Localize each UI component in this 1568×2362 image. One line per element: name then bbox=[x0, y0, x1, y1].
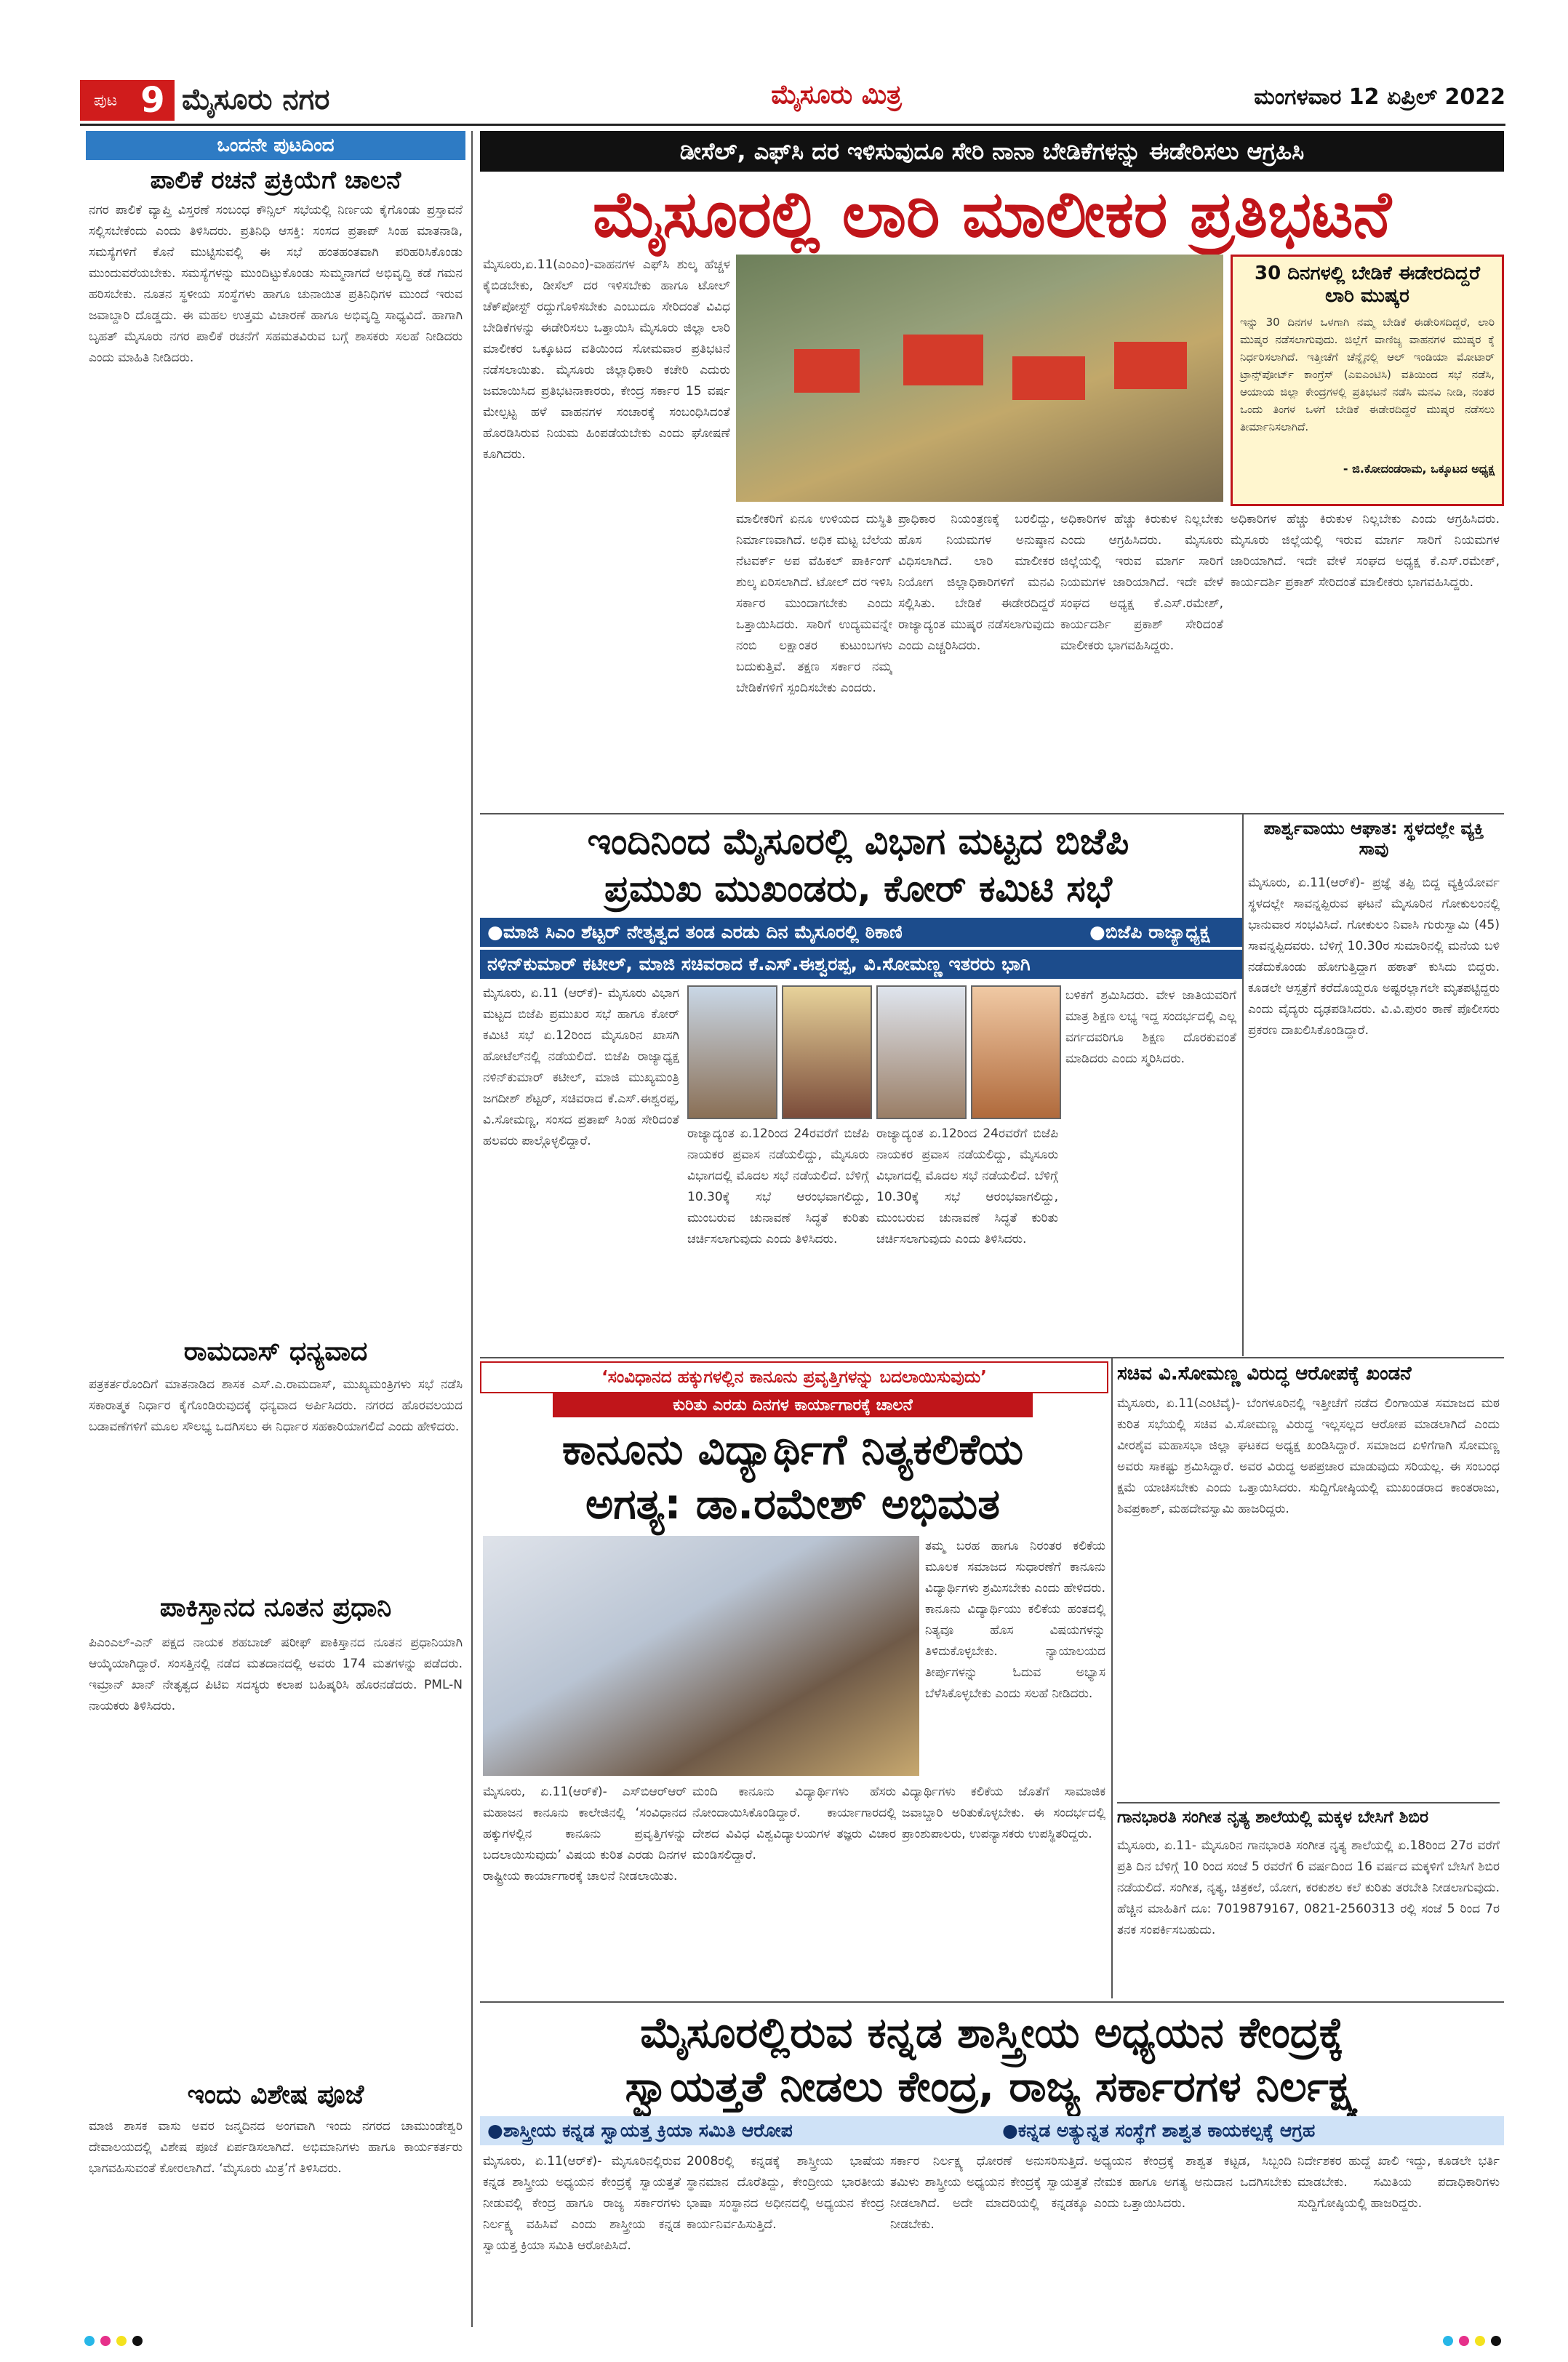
registration-dot bbox=[1491, 2336, 1501, 2346]
bjp-headline-2: ಪ್ರಮುಖ ಮುಖಂಡರು, ಕೋರ್ ಕಮಿಟಿ ಸಭೆ bbox=[604, 868, 1113, 910]
ramadas-title: ರಾಮದಾಸ್ ಧನ್ಯವಾದ bbox=[183, 1337, 368, 1366]
section-title: ಮೈಸೂರು ನಗರ bbox=[182, 83, 330, 116]
bjp-body-mid: ರಾಜ್ಯಾದ್ಯಂತ ಏ.12ರಿಂದ 24ರವರೆಗೆ ಬಿಜೆಪಿ ನಾಯಕರ ಪ್ರವಾಸ ನಡೆಯಲಿದ್ದು, ಮೈಸೂರು ವಿಭಾಗದಲ್ಲಿ ಮೊದಲ ಸಭೆ ನಡೆಯಲಿದೆ. ಬೆಳಿಗ್ಗೆ 10.30ಕ್ಕೆ ಸಭೆ ಆರಂಭವಾಗಲಿದ್ದು, ಮುಂಬರುವ ಚುನಾವಣೆ ಸಿದ್ಧತೆ ಕುರಿತು ಚರ್ಚಿಸಲಾಗುವುದು ಎಂದು ತಿಳಿಸಿದರು. bbox=[687, 1126, 869, 1246]
pooja-body: ಮಾಜಿ ಶಾಸಕ ವಾಸು ಅವರ ಜನ್ಮದಿನದ ಅಂಗವಾಗಿ ಇಂದು ನಗರದ ಚಾಮುಂಡೇಶ್ವರಿ ದೇವಾಲಯದಲ್ಲಿ ವಿಶೇಷ ಪೂಜೆ ಏರ್ಪಡಿಸಲಾಗಿದೆ. ಅಭಿಮಾನಿಗಳು ಹಾಗೂ ಕಾರ್ಯಕರ್ತರು ಭಾಗವಹಿಸುವಂತೆ ಕೋರಲಾಗಿದೆ. ‘ಮೈಸೂರು ಮಿತ್ರ’ಗೆ ತಿಳಿಸಿದರು. bbox=[89, 2119, 463, 2176]
lead-headline: ಮೈಸೂರಲ್ಲಿ ಲಾರಿ ಮಾಲೀಕರ ಪ್ರತಿಭಟನೆ bbox=[592, 177, 1391, 252]
leader-photo bbox=[971, 985, 1061, 1119]
kannada-headline-1: ಮೈಸೂರಲ್ಲಿರುವ ಕನ್ನಡ ಶಾಸ್ತ್ರೀಯ ಅಧ್ಯಯನ ಕೇಂದ್ರಕ್ಕೆ bbox=[640, 2008, 1344, 2057]
kannada-col-4: ಅಧ್ಯಯನ ಕೇಂದ್ರಕ್ಕೆ ಶಾಶ್ವತ ಕಟ್ಟಡ, ಸಿಬ್ಬಂದಿ ನೇಮಕ ಹಾಗೂ ಅಗತ್ಯ ಅನುದಾನ ಒದಗಿಸಬೇಕು ಎಂದು ಒತ್ತಾಯಿಸಿದರು. bbox=[1094, 2154, 1292, 2211]
header-rule bbox=[80, 124, 1505, 126]
law-event-photo bbox=[483, 1536, 919, 1776]
law-headline-1: ಕಾನೂನು ವಿದ್ಯಾರ್ಥಿಗೆ ನಿತ್ಯಕಲಿಕೆಯ bbox=[561, 1425, 1024, 1474]
ramadas-body: ಪತ್ರಕರ್ತರೊಂದಿಗೆ ಮಾತನಾಡಿದ ಶಾಸಕ ಎಸ್.ಎ.ರಾಮದಾಸ್, ಮುಖ್ಯಮಂತ್ರಿಗಳು ಸಭೆ ನಡೆಸಿ ಸಕಾರಾತ್ಮಕ ನಿರ್ಧಾರ ಕೈಗೊಂಡಿರುವುದಕ್ಕೆ ಧನ್ಯವಾದ ಅರ್ಪಿಸಿದರು. ನಗರದ ಹೊರವಲಯದ ಬಡಾವಣೆಗಳಿಗೆ ಮೂಲ ಸೌಲಭ್ಯ ಒದಗಿಸಲು ಈ ನಿರ್ಧಾರ ಸಹಕಾರಿಯಾಗಲಿದೆ ಎಂದು ಹೇಳಿದರು. bbox=[89, 1377, 463, 1434]
kannada-col-5: ನಿರ್ದೇಶಕರ ಹುದ್ದೆ ಖಾಲಿ ಇದ್ದು, ಕೂಡಲೇ ಭರ್ತಿ ಮಾಡಬೇಕು. ಸಮಿತಿಯ ಪದಾಧಿಕಾರಿಗಳು ಸುದ್ದಿಗೋಷ್ಠಿಯಲ್ಲಿ ಹಾಜರಿದ್ದರು. bbox=[1297, 2154, 1500, 2211]
kannada-col-1: ಮೈಸೂರು, ಏ.11(ಆರ್‌ಕೆ)- ಮೈಸೂರಿನಲ್ಲಿರುವ ಕನ್ನಡ ಶಾಸ್ತ್ರೀಯ ಅಧ್ಯಯನ ಕೇಂದ್ರಕ್ಕೆ ಸ್ವಾಯತ್ತತೆ ನೀಡುವಲ್ಲಿ ಕೇಂದ್ರ ಹಾಗೂ ರಾಜ್ಯ ಸರ್ಕಾರಗಳು ನಿರ್ಲಕ್ಷ್ಯ ವಹಿಸಿವೆ ಎಂದು ಶಾಸ್ತ್ರೀಯ ಕನ್ನಡ ಸ್ವಾಯತ್ತ ಕ್ರಿಯಾ ಸಮಿತಿ ಆರೋಪಿಸಿದೆ. bbox=[483, 2154, 681, 2253]
kannada-col-3: ಸರ್ಕಾರ ನಿರ್ಲಕ್ಷ್ಯ ಧೋರಣೆ ಅನುಸರಿಸುತ್ತಿದೆ. ತಮಿಳು ಶಾಸ್ತ್ರೀಯ ಅಧ್ಯಯನ ಕೇಂದ್ರಕ್ಕೆ ಸ್ವಾಯತ್ತತೆ ನೀಡಲಾಗಿದೆ. ಅದೇ ಮಾದರಿಯಲ್ಲಿ ಕನ್ನಡಕ್ಕೂ ನೀಡಬೇಕು. bbox=[890, 2154, 1088, 2232]
registration-dot bbox=[84, 2336, 95, 2346]
lead-body-extra: ಅಧಿಕಾರಿಗಳ ಹೆಚ್ಚು ಕಿರುಕುಳ ನಿಲ್ಲಬೇಕು ಎಂದು ಆಗ್ರಹಿಸಿದರು. ಮೈಸೂರು ಜಿಲ್ಲೆಯಲ್ಲಿ ಇರುವ ಮಾರ್ಗ ಸಾರಿಗೆ ನಿಯಮಗಳ ಜಾರಿಯಾಗಿದೆ. ಇದೇ ವೇಳೆ ಸಂಘದ ಅಧ್ಯಕ್ಷ ಕೆ.ಎಸ್.ರಮೇಶ್, ಕಾರ್ಯದರ್ಶಿ ಪ್ರಕಾಶ್ ಸೇರಿದಂತೆ ಮಾಲೀಕರು ಭಾಗವಹಿಸಿದ್ದರು. bbox=[1231, 512, 1500, 590]
pakistan-body: ಪಿಎಂಎಲ್-ಎನ್ ಪಕ್ಷದ ನಾಯಕ ಶಹಬಾಜ್ ಷರೀಫ್ ಪಾಕಿಸ್ತಾನದ ನೂತನ ಪ್ರಧಾನಿಯಾಗಿ ಆಯ್ಕೆಯಾಗಿದ್ದಾರೆ. ಸಂಸತ್ತಿನಲ್ಲಿ ನಡೆದ ಮತದಾನದಲ್ಲಿ ಅವರು 174 ಮತಗಳನ್ನು ಪಡೆದರು. ಇಮ್ರಾನ್ ಖಾನ್ ನೇತೃತ್ವದ ಪಿಟಿಐ ಸದಸ್ಯರು ಕಲಾಪ ಬಹಿಷ್ಕರಿಸಿ ಹೊರನಡೆದರು. PML-N ನಾಯಕರು ತಿಳಿಸಿದರು. bbox=[89, 1636, 463, 1713]
kannada-bullet-1: ●ಶಾಸ್ತ್ರೀಯ ಕನ್ನಡ ಸ್ವಾಯತ್ತ ಕ್ರಿಯಾ ಸಮಿತಿ ಆರೋಪ bbox=[480, 2116, 996, 2145]
strike-box bbox=[1231, 255, 1504, 506]
dateline: ಮಂಗಳವಾರ 12 ಏಪ್ರಿಲ್ 2022 bbox=[1254, 84, 1505, 110]
bjp-bullet-2: ●ಬಿಜೆಪಿ ರಾಜ್ಯಾಧ್ಯಕ್ಷ bbox=[1082, 918, 1244, 947]
section-rule bbox=[1117, 1802, 1500, 1803]
law-label: ‘ಸಂವಿಧಾನದ ಹಕ್ಕುಗಳಲ್ಲಿನ ಕಾನೂನು ಪ್ರವೃತ್ತಿಗಳನ್ನು ಬದಲಾಯಿಸುವುದು’ bbox=[480, 1361, 1108, 1393]
law-headline-2: ಅಗತ್ಯ: ಡಾ.ರಮೇಶ್ ಅಭಿಮತ bbox=[585, 1479, 1000, 1529]
strike-box-title: 30 ದಿನಗಳಲ್ಲಿ ಬೇಡಿಕೆ ಈಡೇರದಿದ್ದರೆ ಲಾರಿ ಮುಷ್ಕರ bbox=[1255, 263, 1480, 307]
placard bbox=[903, 335, 983, 385]
column-divider bbox=[1242, 814, 1244, 1356]
law-body-right: ವಿದ್ಯಾರ್ಥಿಗಳು ಕಲಿಕೆಯ ಜೊತೆಗೆ ಸಾಮಾಜಿಕ ಜವಾಬ್ದಾರಿ ಅರಿತುಕೊಳ್ಳಬೇಕು. ಈ ಸಂದರ್ಭದಲ್ಲಿ ಪ್ರಾಂಶುಪಾಲರು, ಉಪನ್ಯಾಸಕರು ಉಪಸ್ಥಿತರಿದ್ದರು. bbox=[902, 1785, 1105, 1841]
leader-photo bbox=[782, 985, 872, 1119]
section-rule bbox=[480, 1357, 1504, 1358]
bjp-body-right: ಬಳಿಕಗೆ ಶ್ರಮಿಸಿದರು. ವೇಳ ಜಾತಿಯವರಿಗೆ ಮಾತ್ರ ಶಿಕ್ಷಣ ಲಭ್ಯ ಇದ್ದ ಸಂದರ್ಭದಲ್ಲಿ ಎಲ್ಲ ವರ್ಗದವರಿಗೂ ಶಿಕ್ಷಣ ದೊರಕುವಂತೆ ಮಾಡಿದರು ಎಂದು ಸ್ಮರಿಸಿದರು. bbox=[1065, 988, 1236, 1066]
kannada-col-2: 2008ರಲ್ಲಿ ಕನ್ನಡಕ್ಕೆ ಶಾಸ್ತ್ರೀಯ ಭಾಷೆಯ ಸ್ಥಾನಮಾನ ದೊರೆತಿದ್ದು, ಕೇಂದ್ರೀಯ ಭಾರತೀಯ ಭಾಷಾ ಸಂಸ್ಥಾನದ ಅಧೀನದಲ್ಲಿ ಅಧ್ಯಯನ ಕೇಂದ್ರ ಕಾರ್ಯನಿರ್ವಹಿಸುತ್ತಿದೆ. bbox=[687, 2154, 884, 2232]
registration-dot bbox=[116, 2336, 127, 2346]
bjp-bullet-3: ನಳಿನ್‌ಕುಮಾರ್ ಕಟೀಲ್, ಮಾಜಿ ಸಚಿವರಾದ ಕೆ.ಎಸ್.ಈಶ್ವರಪ್ಪ, ವಿ.ಸೋಮಣ್ಣ ಇತರರು ಭಾಗಿ bbox=[480, 950, 1244, 979]
kannada-headline-2: ಸ್ವಾಯತ್ತತೆ ನೀಡಲು ಕೇಂದ್ರ, ರಾಜ್ಯ ಸರ್ಕಾರಗಳ ನಿರ್ಲಕ್ಷ್ಯ bbox=[625, 2062, 1359, 2111]
law-body-top: ತಮ್ಮ ಬರಹ ಹಾಗೂ ನಿರಂತರ ಕಲಿಕೆಯ ಮೂಲಕ ಸಮಾಜದ ಸುಧಾರಣೆಗೆ ಕಾನೂನು ವಿದ್ಯಾರ್ಥಿಗಳು ಶ್ರಮಿಸಬೇಕು ಎಂದು ಹೇಳಿದರು. ಕಾನೂನು ವಿದ್ಯಾರ್ಥಿಯು ಕಲಿಕೆಯ ಹಂತದಲ್ಲಿ ನಿತ್ಯವೂ ಹೊಸ ವಿಷಯಗಳನ್ನು ತಿಳಿದುಕೊಳ್ಳಬೇಕು. ನ್ಯಾಯಾಲಯದ ತೀರ್ಪುಗಳನ್ನು ಓದುವ ಅಭ್ಯಾಸ ಬೆಳೆಸಿಕೊಳ್ಳಬೇಕು ಎಂದು ಸಲಹೆ ನೀಡಿದರು. bbox=[925, 1539, 1105, 1701]
lead-kicker: ಡೀಸೆಲ್, ಎಫ್‌ಸಿ ದರ ಇಳಿಸುವುದೂ ಸೇರಿ ನಾನಾ ಬೇಡಿಕೆಗಳನ್ನು ಈಡೇರಿಸಲು ಆಗ್ರಹಿಸಿ bbox=[480, 131, 1504, 172]
lead-body-left: ಮೈಸೂರು,ಏ.11(ಎಂಎಂ)-ವಾಹನಗಳ ಎಫ್‌ಸಿ ಶುಲ್ಕ ಹೆಚ್ಚಳ ಕೈಬಿಡಬೇಕು, ಡೀಸೆಲ್ ದರ ಇಳಿಸಬೇಕು ಹಾಗೂ ಟೋಲ್ ಚೆಕ್‌ಪೋಸ್ಟ್ ರದ್ದುಗೊಳಿಸಬೇಕು ಎಂಬುದೂ ಸೇರಿದಂತೆ ವಿವಿಧ ಬೇಡಿಕೆಗಳನ್ನು ಈಡೇರಿಸಲು ಒತ್ತಾಯಿಸಿ ಮೈಸೂರು ಜಿಲ್ಲಾ ಲಾರಿ ಮಾಲೀಕರ ಒಕ್ಕೂಟದ ವತಿಯಿಂದ ಸೋಮವಾರ ಪ್ರತಿಭಟನೆ ನಡೆಸಲಾಯಿತು. ಮೈಸೂರು ಜಿಲ್ಲಾಧಿಕಾರಿ ಕಚೇರಿ ಎದುರು ಜಮಾಯಿಸಿದ ಪ್ರತಿಭಟನಾಕಾರರು, ಕೇಂದ್ರ ಸರ್ಕಾರ 15 ವರ್ಷ ಮೇಲ್ಪಟ್ಟ ಹಳೆ ವಾಹನಗಳ ಸಂಚಾರಕ್ಕೆ ಸಂಬಂಧಿಸಿದಂತೆ ಹೊರಡಿಸಿರುವ ನಿಯಮ ಹಿಂಪಡೆಯಬೇಕು ಎಂದು ಘೋಷಣೆ ಕೂಗಿದರು. bbox=[483, 257, 730, 462]
section-rule bbox=[480, 2001, 1504, 2003]
placard bbox=[1114, 342, 1187, 389]
story-title: ಪಾಲಿಕೆ ರಚನೆ ಪ್ರಕ್ರಿಯೆಗೆ ಚಾಲನೆ bbox=[150, 166, 401, 195]
somanna-body: ಮೈಸೂರು, ಏ.11(ಎಂಟಿವೈ)- ಬೆಂಗಳೂರಿನಲ್ಲಿ ಇತ್ತೀಚೆಗೆ ನಡೆದ ಲಿಂಗಾಯತ ಸಮಾಜದ ಮಠ ಕುರಿತ ಸಭೆಯಲ್ಲಿ ಸಚಿವ ವಿ.ಸೋಮಣ್ಣ ವಿರುದ್ಧ ಇಲ್ಲಸಲ್ಲದ ಆರೋಪ ಮಾಡಲಾಗಿದೆ ಎಂದು ವೀರಶೈವ ಮಹಾಸಭಾ ಜಿಲ್ಲಾ ಘಟಕದ ಅಧ್ಯಕ್ಷ ಖಂಡಿಸಿದ್ದಾರೆ. ಸಮಾಜದ ಏಳಿಗೆಗಾಗಿ ಸೋಮಣ್ಣ ಅವರು ಸಾಕಷ್ಟು ಶ್ರಮಿಸಿದ್ದಾರೆ. ಅವರ ವಿರುದ್ಧ ಅಪಪ್ರಚಾರ ಮಾಡುವುದು ಸರಿಯಲ್ಲ. ಈ ಸಂಬಂಧ ಕ್ಷಮೆ ಯಾಚಿಸಬೇಕು ಎಂದು ಒತ್ತಾಯಿಸಿದರು. ಸುದ್ದಿಗೋಷ್ಠಿಯಲ್ಲಿ ಮುಖಂಡರಾದ ಕಾಂತರಾಜು, ಶಿವಪ್ರಕಾಶ್, ಮಹದೇವಸ್ವಾಮಿ ಹಾಜರಿದ್ದರು. bbox=[1117, 1396, 1500, 1516]
bjp-bullet-1: ●ಮಾಜಿ ಸಿಎಂ ಶೆಟ್ಟರ್ ನೇತೃತ್ವದ ತಂಡ ಎರಡು ದಿನ ಮೈಸೂರಲ್ಲಿ ಠಿಕಾಣಿ bbox=[480, 918, 1084, 947]
bjp-headline-1: ಇಂದಿನಿಂದ ಮೈಸೂರಲ್ಲಿ ವಿಭಾಗ ಮಟ್ಟದ ಬಿಜೆಪಿ bbox=[587, 820, 1129, 862]
lead-body-mid: ಮಾಲೀಕರಿಗೆ ಏನೂ ಉಳಿಯದ ದುಸ್ಥಿತಿ ನಿರ್ಮಾಣವಾಗಿದೆ. ಅಧಿಕ ಮಟ್ಟ ಬೆಲೆಯ ನೆಟವರ್ಕ್ ಅಪ ವೆಹಿಕಲ್ ಪಾರ್ಕಿಂಗ್ ಶುಲ್ಕ ಏರಿಸಲಾಗಿದೆ. ಟೋಲ್ ದರ ಇಳಿಸಿ ಸರ್ಕಾರ ಮುಂದಾಗಬೇಕು ಎಂದು ಒತ್ತಾಯಿಸಿದರು. ಸಾರಿಗೆ ಉದ್ಯಮವನ್ನೇ ನಂಬಿ ಲಕ್ಷಾಂತರ ಕುಟುಂಬಗಳು ಬದುಕುತ್ತಿವೆ. ತಕ್ಷಣ ಸರ್ಕಾರ ನಮ್ಮ ಬೇಡಿಕೆಗಳಿಗೆ ಸ್ಪಂದಿಸಬೇಕು ಎಂದರು. bbox=[736, 512, 892, 695]
placard bbox=[794, 349, 860, 393]
strike-box-byline: - ಜಿ.ಕೋದಂಡರಾಮ, ಒಕ್ಕೂಟದ ಅಧ್ಯಕ್ಷ bbox=[1343, 462, 1495, 476]
lead-body-far: ಅಧಿಕಾರಿಗಳ ಹೆಚ್ಚು ಕಿರುಕುಳ ನಿಲ್ಲಬೇಕು ಎಂದು ಆಗ್ರಹಿಸಿದರು. ಮೈಸೂರು ಜಿಲ್ಲೆಯಲ್ಲಿ ಇರುವ ಮಾರ್ಗ ಸಾರಿಗೆ ನಿಯಮಗಳ ಜಾರಿಯಾಗಿದೆ. ಇದೇ ವೇಳೆ ಸಂಘದ ಅಧ್ಯಕ್ಷ ಕೆ.ಎಸ್.ರಮೇಶ್, ಕಾರ್ಯದರ್ಶಿ ಪ್ರಕಾಶ್ ಸೇರಿದಂತೆ ಮಾಲೀಕರು ಭಾಗವಹಿಸಿದ್ದರು. bbox=[1060, 512, 1223, 653]
music-body: ಮೈಸೂರು, ಏ.11- ಮೈಸೂರಿನ ಗಾನಭಾರತಿ ಸಂಗೀತ ನೃತ್ಯ ಶಾಲೆಯಲ್ಲಿ ಏ.18ರಿಂದ 27ರ ವರೆಗೆ ಪ್ರತಿ ದಿನ ಬೆಳಿಗ್ಗೆ 10 ರಿಂದ ಸಂಜೆ 5 ರವರೆಗೆ 6 ವರ್ಷದಿಂದ 16 ವರ್ಷದ ಮಕ್ಕಳಿಗೆ ಬೇಸಿಗೆ ಶಿಬಿರ ನಡೆಯಲಿದೆ. ಸಂಗೀತ, ನೃತ್ಯ, ಚಿತ್ರಕಲೆ, ಯೋಗ, ಕರಕುಶಲ ಕಲೆ ಕುರಿತು ತರಬೇತಿ ನೀಡಲಾಗುವುದು. ಹೆಚ್ಚಿನ ಮಾಹಿತಿಗೆ ದೂ: 7019879167, 0821-2560313 ರಲ್ಲಿ ಸಂಜೆ 5 ರಿಂದ 7ರ ತನಕ ಸಂಪರ್ಕಿಸಬಹುದು. bbox=[1117, 1838, 1500, 1937]
page-label: ಪುಟ bbox=[80, 80, 131, 121]
accident-body: ಮೈಸೂರು, ಏ.11(ಆರ್‌ಕೆ)- ಪ್ರಜ್ಞೆ ತಪ್ಪಿ ಬಿದ್ದ ವ್ಯಕ್ತಿಯೋರ್ವ ಸ್ಥಳದಲ್ಲೇ ಸಾವನ್ನಪ್ಪಿರುವ ಘಟನೆ ಮೈಸೂರಿನ ಗೋಕುಲಂನಲ್ಲಿ ಭಾನುವಾರ ಸಂಭವಿಸಿದೆ. ಗೋಕುಲಂ ನಿವಾಸಿ ಗುರುಸ್ವಾಮಿ (45) ಸಾವನ್ನಪ್ಪಿದವರು. ಬೆಳಿಗ್ಗೆ 10.30ರ ಸುಮಾರಿನಲ್ಲಿ ಮನೆಯ ಬಳಿ ನಡೆದುಕೊಂಡು ಹೋಗುತ್ತಿದ್ದಾಗ ಹಠಾತ್ ಕುಸಿದು ಬಿದ್ದರು. ಕೂಡಲೇ ಆಸ್ಪತ್ರೆಗೆ ಕರೆದೊಯ್ದರೂ ಅಷ್ಟರಲ್ಲಾಗಲೇ ಮೃತಪಟ್ಟಿದ್ದರು ಎಂದು ವೈದ್ಯರು ದೃಢಪಡಿಸಿದರು. ವಿ.ವಿ.ಪುರಂ ಠಾಣೆ ಪೊಲೀಸರು ಪ್ರಕರಣ ದಾಖಲಿಸಿಕೊಂಡಿದ್ದಾರೆ. bbox=[1248, 876, 1500, 1038]
pakistan-title: ಪಾಕಿಸ್ತಾನದ ನೂತನ ಪ್ರಧಾನಿ bbox=[159, 1593, 392, 1622]
lead-body-right: ಪ್ರಾಧಿಕಾರ ನಿಯಂತ್ರಣಕ್ಕೆ ಬರಲಿದ್ದು, ಹೊಸ ನಿಯಮಗಳ ಅನುಷ್ಠಾನ ವಿಧಿಸಲಾಗಿದೆ. ಲಾರಿ ಮಾಲೀಕರ ನಿಯೋಗ ಜಿಲ್ಲಾಧಿಕಾರಿಗಳಿಗೆ ಮನವಿ ಸಲ್ಲಿಸಿತು. ಬೇಡಿಕೆ ಈಡೇರದಿದ್ದರೆ ರಾಜ್ಯಾದ್ಯಂತ ಮುಷ್ಕರ ನಡೆಸಲಾಗುವುದು ಎಂದು ಎಚ್ಚರಿಸಿದರು. bbox=[898, 512, 1055, 653]
registration-dot bbox=[132, 2336, 143, 2346]
story-body: ನಗರ ಪಾಲಿಕೆ ವ್ಯಾಪ್ತಿ ವಿಸ್ತರಣೆ ಸಂಬಂಧ ಕೌನ್ಸಿಲ್ ಸಭೆಯಲ್ಲಿ ನಿರ್ಣಯ ಕೈಗೊಂಡು ಪ್ರಸ್ತಾವನೆ ಸಲ್ಲಿಸಬೇಕೆಂದು ಎಂದು ತಿಳಿಸಿದರು. ಪ್ರತಿನಿಧಿ ಆಸಕ್ತಿ: ಸಂಸದ ಪ್ರತಾಪ್ ಸಿಂಹ ಮಾತನಾಡಿ, ಸಮಸ್ಯೆಗಳಿಗೆ ಕೊನೆ ಮುಟ್ಟಿಸುವಲ್ಲಿ ಈ ಸಭೆ ಹಂತಹಂತವಾಗಿ ಪರಿಹರಿಸಿಕೊಂಡು ಮುಂದುವರೆಯಬೇಕು. ಸಮಸ್ಯೆಗಳನ್ನು ಮುಂದಿಟ್ಟುಕೊಂಡು ಸುಮ್ಮನಾಗದೆ ಅಭಿವೃದ್ಧಿ ಕಡೆ ಗಮನ ಹರಿಸಬೇಕು. ನೂತನ ಸ್ಥಳೀಯ ಸಂಸ್ಥೆಗಳು ಹಾಗೂ ಚುನಾಯಿತ ಪ್ರತಿನಿಧಿಗಳ ಮುಂದೆ ಇರುವ ಜವಾಬ್ದಾರಿ ದೊಡ್ಡದು. ಈ ಮಹಲ ಉತ್ತಮ ವಿಚಾರಣೆ ಹಾಗೂ ಅಭಿವೃದ್ಧಿ ಸಾಧ್ಯವಿದೆ. ಹಾಗಾಗಿ ಬೃಹತ್ ಮೈಸೂರು ನಗರ ಪಾಲಿಕೆ ರಚನೆಗೆ ಸಹಮತವಿರುವ ಬಗ್ಗೆ ಶಾಸಕರು ಸಲಹೆ ನೀಡಿದರು ಎಂದು ಮಾಹಿತಿ ನೀಡಿದರು. bbox=[89, 203, 463, 365]
masthead-logo: ಮೈಸೂರು ಮಿತ್ರ bbox=[771, 80, 902, 110]
pooja-title: ಇಂದು ವಿಶೇಷ ಪೂಜೆ bbox=[187, 2080, 364, 2110]
protest-photo bbox=[736, 255, 1223, 502]
law-body-mid: ಮಂದಿ ಕಾನೂನು ವಿದ್ಯಾರ್ಥಿಗಳು ಹೆಸರು ನೋಂದಾಯಿಸಿಕೊಂಡಿದ್ದಾರೆ. ಕಾರ್ಯಾಗಾರದಲ್ಲಿ ದೇಶದ ವಿವಿಧ ವಿಶ್ವವಿದ್ಯಾಲಯಗಳ ತಜ್ಞರು ವಿಚಾರ ಮಂಡಿಸಲಿದ್ದಾರೆ. bbox=[692, 1785, 896, 1862]
column-divider bbox=[1111, 1358, 1113, 1998]
registration-dot bbox=[1475, 2336, 1485, 2346]
continued-band: ಒಂದನೇ ಪುಟದಿಂದ bbox=[86, 131, 465, 160]
registration-dot bbox=[1459, 2336, 1469, 2346]
accident-title: ಪಾರ್ಶ್ವವಾಯು ಆಘಾತ: ಸ್ಥಳದಲ್ಲೇ ವ್ಯಕ್ತಿ ಸಾವು bbox=[1263, 818, 1484, 859]
page-number: 9 bbox=[131, 80, 175, 121]
column-divider bbox=[471, 131, 473, 2327]
somanna-title: ಸಚಿವ ವಿ.ಸೋಮಣ್ಣ ವಿರುದ್ಧ ಆರೋಪಕ್ಕೆ ಖಂಡನೆ bbox=[1117, 1363, 1412, 1385]
strike-box-body: ಇನ್ನು 30 ದಿನಗಳ ಒಳಗಾಗಿ ನಮ್ಮ ಬೇಡಿಕೆ ಈಡೇರಿಸದಿದ್ದರೆ, ಲಾರಿ ಮುಷ್ಕರ ನಡೆಸಲಾಗುವುದು. ಜಿಲ್ಲೆಗೆ ವಾಣಿಜ್ಯ ವಾಹನಗಳ ಮುಷ್ಕರ ಕ್ಕೆ ನಿರ್ಧರಿಸಲಾಗಿದೆ. ಇತ್ತೀಚೆಗೆ ಚೆನ್ನೈನಲ್ಲಿ ಆಲ್ ಇಂಡಿಯಾ ಮೋಟಾರ್ ಟ್ರಾನ್ಸ್‌ಪೋರ್ಟ್ ಕಾಂಗ್ರೆಸ್ (ಎಐಎಂಟಿಸಿ) ವತಿಯಿಂದ ಸಭೆ ನಡೆಸಿ, ಆಯಾಯ ಜಿಲ್ಲಾ ಕೇಂದ್ರಗಳಲ್ಲಿ ಪ್ರತಿಭಟನೆ ನಡೆಸಿ ಮನವಿ ನೀಡಿ, ನಂತರ ಒಂದು ತಿಂಗಳ ಒಳಗೆ ಬೇಡಿಕೆ ಈಡೇರದಿದ್ದರೆ ಮುಷ್ಕರ ನಡೆಸಲು ತೀರ್ಮಾನಿಸಲಾಗಿದೆ. bbox=[1240, 316, 1495, 433]
leader-photo bbox=[876, 985, 967, 1119]
placard bbox=[1012, 356, 1085, 400]
section-rule bbox=[480, 813, 1504, 814]
bjp-body-left: ಮೈಸೂರು, ಏ.11 (ಆರ್‌ಕೆ)- ಮೈಸೂರು ವಿಭಾಗ ಮಟ್ಟದ ಬಿಜೆಪಿ ಪ್ರಮುಖರ ಸಭೆ ಹಾಗೂ ಕೋರ್ ಕಮಿಟಿ ಸಭೆ ಏ.12ರಿಂದ ಮೈಸೂರಿನ ಖಾಸಗಿ ಹೋಟೆಲ್‌ನಲ್ಲಿ ನಡೆಯಲಿದೆ. ಬಿಜೆಪಿ ರಾಜ್ಯಾಧ್ಯಕ್ಷ ನಳಿನ್‌ಕುಮಾರ್ ಕಟೀಲ್, ಮಾಜಿ ಮುಖ್ಯಮಂತ್ರಿ ಜಗದೀಶ್ ಶೆಟ್ಟರ್, ಸಚಿವರಾದ ಕೆ.ಎಸ್.ಈಶ್ವರಪ್ಪ, ವಿ.ಸೋಮಣ್ಣ, ಸಂಸದ ಪ್ರತಾಪ್ ಸಿಂಹ ಸೇರಿದಂತೆ ಹಲವರು ಪಾಲ್ಗೊಳ್ಳಲಿದ್ದಾರೆ. bbox=[483, 986, 679, 1148]
registration-dot bbox=[1443, 2336, 1453, 2346]
leader-photo bbox=[687, 985, 777, 1119]
page-header bbox=[80, 80, 1505, 121]
kannada-bullet-2: ●ಕನ್ನಡ ಅತ್ಯುನ್ನತ ಸಂಸ್ಥೆಗೆ ಶಾಶ್ವತ ಕಾಯಕಲ್ಪಕ್ಕೆ ಆಗ್ರಹ bbox=[995, 2116, 1504, 2145]
bjp-body-mid-2: ರಾಜ್ಯಾದ್ಯಂತ ಏ.12ರಿಂದ 24ರವರೆಗೆ ಬಿಜೆಪಿ ನಾಯಕರ ಪ್ರವಾಸ ನಡೆಯಲಿದ್ದು, ಮೈಸೂರು ವಿಭಾಗದಲ್ಲಿ ಮೊದಲ ಸಭೆ ನಡೆಯಲಿದೆ. ಬೆಳಿಗ್ಗೆ 10.30ಕ್ಕೆ ಸಭೆ ಆರಂಭವಾಗಲಿದ್ದು, ಮುಂಬರುವ ಚುನಾವಣೆ ಸಿದ್ಧತೆ ಕುರಿತು ಚರ್ಚಿಸಲಾಗುವುದು ಎಂದು ತಿಳಿಸಿದರು. bbox=[876, 1126, 1058, 1246]
music-title: ಗಾನಭಾರತಿ ಸಂಗೀತ ನೃತ್ಯ ಶಾಲೆಯಲ್ಲಿ ಮಕ್ಕಳ ಬೇಸಿಗೆ ಶಿಬಿರ bbox=[1117, 1808, 1429, 1827]
law-sublabel: ಕುರಿತು ಎರಡು ದಿನಗಳ ಕಾರ್ಯಾಗಾರಕ್ಕೆ ಚಾಲನೆ bbox=[553, 1393, 1033, 1417]
law-body-left: ಮೈಸೂರು, ಏ.11(ಆರ್‌ಕೆ)- ಎಸ್‌ಬಿಆರ್‌ಆರ್ ಮಹಾಜನ ಕಾನೂನು ಕಾಲೇಜಿನಲ್ಲಿ ‘ಸಂವಿಧಾನದ ಹಕ್ಕುಗಳಲ್ಲಿನ ಕಾನೂನು ಪ್ರವೃತ್ತಿಗಳನ್ನು ಬದಲಾಯಿಸುವುದು’ ವಿಷಯ ಕುರಿತ ಎರಡು ದಿನಗಳ ರಾಷ್ಟ್ರೀಯ ಕಾರ್ಯಾಗಾರಕ್ಕೆ ಚಾಲನೆ ನೀಡಲಾಯಿತು. bbox=[483, 1785, 687, 1883]
registration-dot bbox=[100, 2336, 111, 2346]
